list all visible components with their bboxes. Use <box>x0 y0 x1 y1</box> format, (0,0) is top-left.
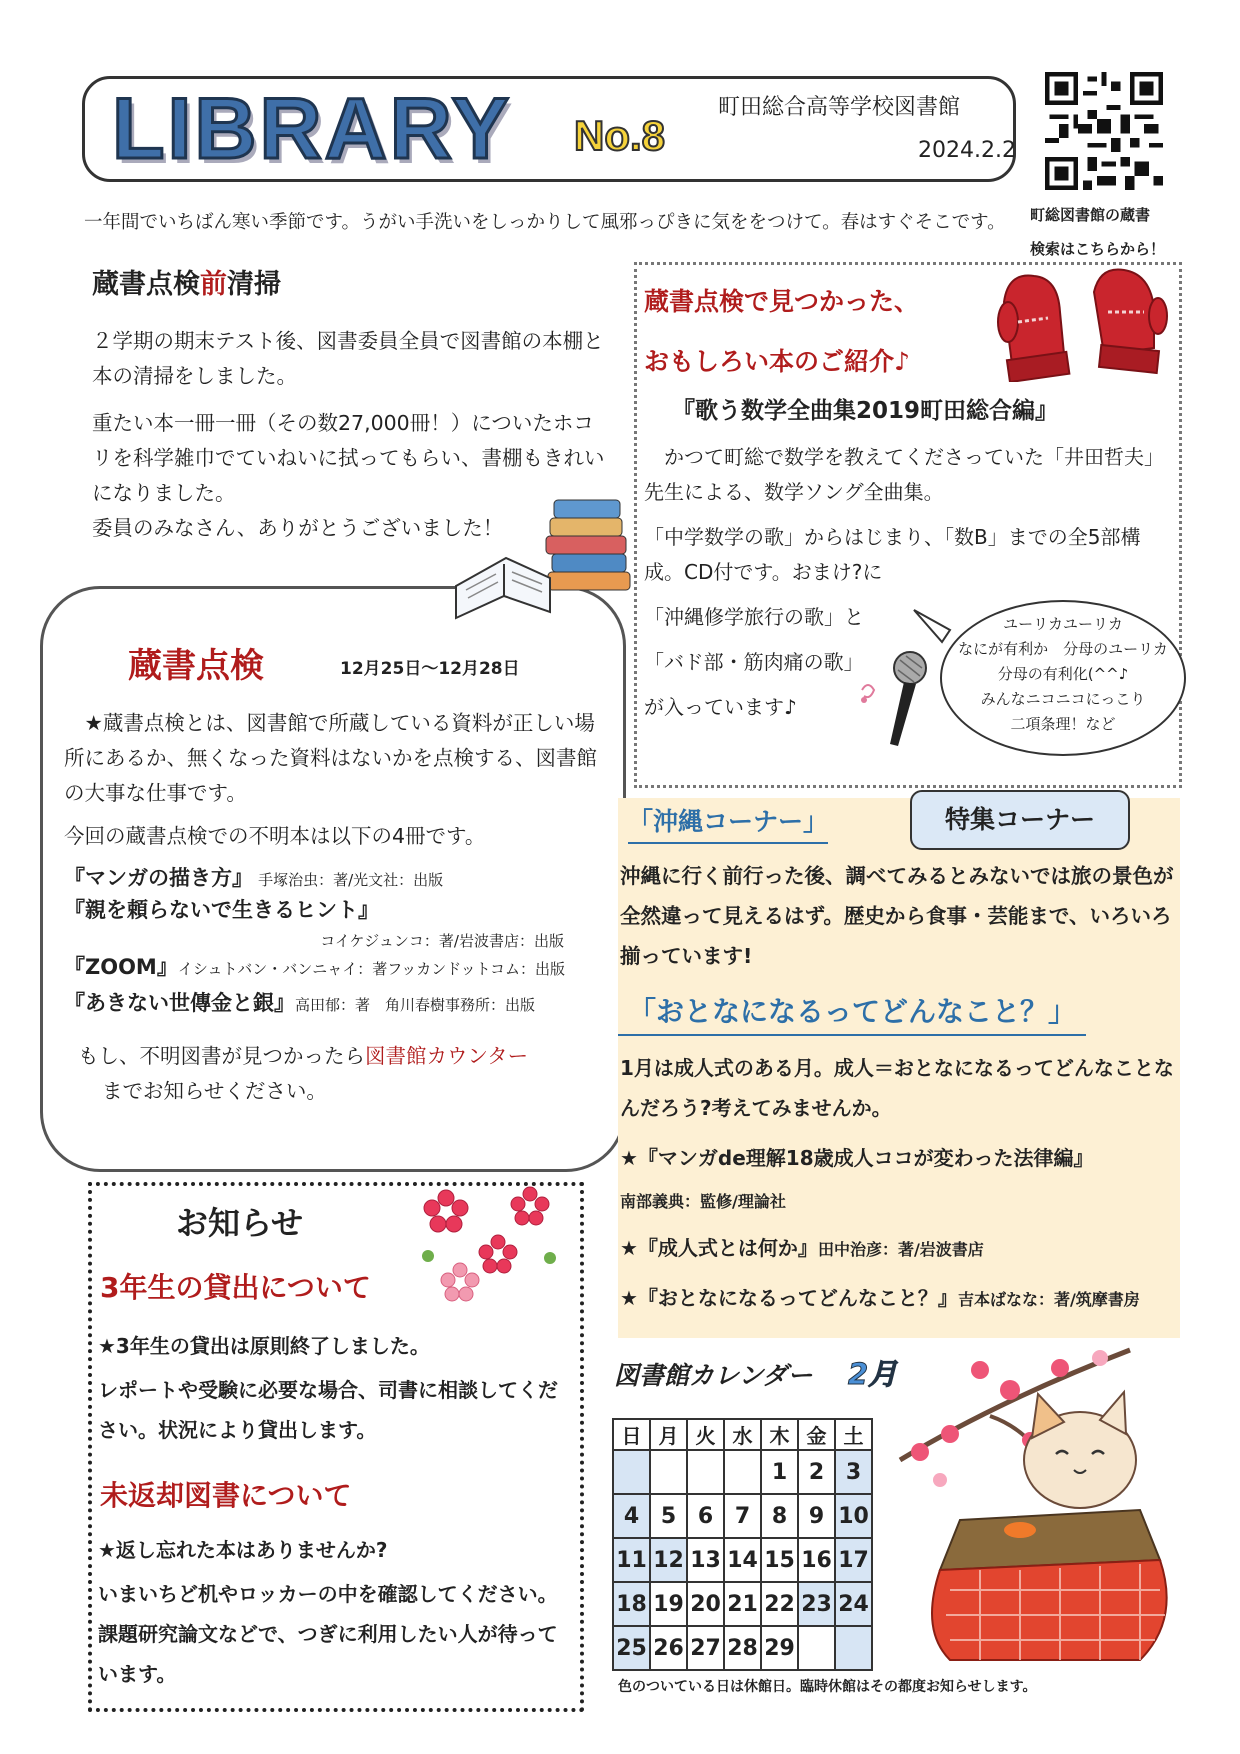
otona-body: 1月は成人式のある月。成人＝おとなになるってどんなことなんだろう?考えてみませんか。 ★『マンガde理解18歳成人ココが変わった法律編』 南部義典：監修/理論社 ★『成人式とは何か』田中治彦：著/岩波書店 ★『おとなになるってどんなこと？』吉本ばなな：著/筑摩書房 <box>620 1048 1180 1320</box>
otona-book: ★『おとなになるってどんなこと？』吉本ばなな：著/筑摩書房 <box>620 1286 1140 1310</box>
calendar-weekday-row <box>613 1419 872 1450</box>
intro-text: 一年間でいちばん寒い季節です。うがい手洗いをしっかりして風邪っぴきに気ををつけて。春はすぐそこです。 <box>84 212 1006 233</box>
featured-book-title: 『歌う数学全曲集2019町田総合編』 <box>672 398 1059 424</box>
song-lyrics-bubble: ユーリカユーリカ なにが有利か 分母のユーリカ 分母の有利化(^^♪ みんなニコニコにっこり 二項条理！など <box>940 600 1186 756</box>
weekday-cell: 土 <box>835 1419 872 1450</box>
day-cell: 22 <box>761 1582 798 1626</box>
school-name: 町田総合高等学校図書館 <box>718 95 961 120</box>
calendar-table <box>612 1418 873 1671</box>
issue-date: 2024.2.2 <box>918 138 1016 163</box>
feature-corner-tag: 特集コーナー <box>910 790 1130 850</box>
cleaning-heading: 蔵書点検前清掃 <box>92 269 281 300</box>
missing-book: 『あきない世傳金と銀』高田郁：著 角川春樹事務所：出版 <box>64 991 536 1015</box>
day-cell: 4 <box>613 1494 650 1538</box>
otona-book: ★『マンガde理解18歳成人ココが変わった法律編』 <box>620 1146 1094 1170</box>
weekday-cell: 日 <box>613 1419 650 1450</box>
inventory-p1: ★蔵書点検とは、図書館で所蔵している資料が正しい場所にあるか、無くなった資料はないかを点検する、図書館の大事な仕事です。 <box>64 711 597 805</box>
day-cell: 29 <box>761 1626 798 1670</box>
weekday-cell: 火 <box>687 1419 724 1450</box>
day-cell: 14 <box>724 1538 761 1582</box>
inventory-title: 蔵書点検 <box>128 646 264 686</box>
notice-title: お知らせ <box>176 1204 304 1242</box>
day-cell: 17 <box>835 1538 872 1582</box>
cleaning-p2: 重たい本一冊一冊（その数27,000冊！）についたホコリを科学雑巾でていねいに拭ってもらい、書棚もきれいになりました。 <box>92 411 605 505</box>
day-cell: 3 <box>835 1450 872 1494</box>
day-cell: 9 <box>798 1494 835 1538</box>
day-cell: 21 <box>724 1582 761 1626</box>
day-cell: 8 <box>761 1494 798 1538</box>
notice-overdue-body: ★返し忘れた本はありませんか? いまいちど机やロッカーの中を確認してください。課題研究論文などで、つぎに利用したい人が待っています。 <box>98 1538 558 1686</box>
qr-caption-2: 検索はこちらから！ <box>1030 240 1166 258</box>
otona-book: ★『成人式とは何か』田中治彦：著/岩波書店 <box>620 1236 984 1260</box>
otona-book-info: 南部義典：監修/理論社 <box>620 1192 786 1211</box>
cleaning-p1: ２学期の期末テスト後、図書委員全員で図書館の本棚と本の清掃をしました。 <box>92 329 604 388</box>
day-cell <box>613 1450 650 1494</box>
day-cell <box>835 1626 872 1670</box>
day-cell: 23 <box>798 1582 835 1626</box>
day-cell: 28 <box>724 1626 761 1670</box>
day-cell: 19 <box>650 1582 687 1626</box>
day-cell: 20 <box>687 1582 724 1626</box>
inventory-closing: もし、不明図書が見つかったら図書館カウンター <box>78 1044 529 1068</box>
weekday-cell: 月 <box>650 1419 687 1450</box>
day-cell: 6 <box>687 1494 724 1538</box>
weekday-cell: 水 <box>724 1419 761 1450</box>
inventory-closing-2: までお知らせください。 <box>102 1079 327 1103</box>
day-cell: 10 <box>835 1494 872 1538</box>
qr-caption-1: 町総図書館の蔵書 <box>1030 206 1151 224</box>
day-cell: 16 <box>798 1538 835 1582</box>
day-cell: 5 <box>650 1494 687 1538</box>
missing-book: 『親を頼らないで生きるヒント』 コイケジュンコ：著/岩波書店：出版 <box>64 898 564 950</box>
plum-blossom-icon <box>420 1186 570 1316</box>
books-stack-icon <box>446 494 636 624</box>
weekday-cell: 金 <box>798 1419 835 1450</box>
calendar-note: 色のついている日は休館日。臨時休館はその都度お知らせします。 <box>618 1679 1037 1695</box>
calendar-month: 2月 <box>848 1357 898 1391</box>
library-logo: LIBRARY <box>112 81 513 177</box>
qr-code-icon[interactable] <box>1045 72 1163 190</box>
calendar-week-row <box>613 1494 872 1538</box>
inventory-dates: 12月25日～12月28日 <box>340 659 520 679</box>
day-cell <box>724 1450 761 1494</box>
day-cell <box>798 1626 835 1670</box>
missing-book: 『マンガの描き方』 手塚治虫：著/光文社：出版 <box>64 866 444 890</box>
calendar-week-row <box>613 1582 872 1626</box>
cat-kotatsu-illustration <box>880 1330 1180 1670</box>
otona-corner-title: 「おとなになるってどんなこと？」 <box>618 990 1086 1036</box>
calendar-week-row <box>613 1538 872 1582</box>
cleaning-p3: 委員のみなさん、ありがとうございました！ <box>92 516 504 540</box>
inventory-p2: 今回の蔵書点検での不明本は以下の4冊です。 <box>64 824 486 848</box>
day-cell: 1 <box>761 1450 798 1494</box>
issue-number: No.8 <box>574 112 666 159</box>
okinawa-body: 沖縄に行く前行った後、調べてみるとみないでは旅の景色が全然違って見えるはず。歴史から食事・芸能まで、いろいろ揃っています! <box>620 864 1174 968</box>
mittens-icon <box>994 262 1170 382</box>
notice-overdue-heading: 未返却図書について <box>100 1479 352 1512</box>
day-cell: 12 <box>650 1538 687 1582</box>
found-heading: 蔵書点検で見つかった、 おもしろい本のご紹介♪ <box>644 287 920 376</box>
weekday-cell: 木 <box>761 1419 798 1450</box>
okinawa-corner-title: 「沖縄コーナー」 <box>628 802 828 844</box>
inventory-body <box>64 706 604 1109</box>
day-cell <box>687 1450 724 1494</box>
calendar-title: 図書館カレンダー <box>614 1361 813 1390</box>
notice-seniors-heading: 3年生の貸出について <box>100 1271 371 1304</box>
day-cell: 2 <box>798 1450 835 1494</box>
found-body: かつて町総で数学を教えてくださっていた「井田哲夫」先生による、数学ソング全曲集。 「中学数学の歌」からはじまり、「数B」までの全5部構成。CD付です。おまけ?に 「沖縄修学旅行の歌」と 「バド部・筋肉痛の歌」 が入っています♪ <box>644 445 1164 719</box>
day-cell: 11 <box>613 1538 650 1582</box>
day-cell: 24 <box>835 1582 872 1626</box>
notice-seniors-body: ★3年生の貸出は原則終了しました。 レポートや受験に必要な場合、司書に相談してください。状況により貸出します。 <box>98 1334 558 1442</box>
day-cell: 27 <box>687 1626 724 1670</box>
day-cell: 7 <box>724 1494 761 1538</box>
day-cell: 26 <box>650 1626 687 1670</box>
day-cell: 18 <box>613 1582 650 1626</box>
missing-book: 『ZOOM』イシュトバン・バンニャイ：著フッカンドットコム：出版 <box>64 955 565 979</box>
calendar-week-row <box>613 1450 872 1494</box>
calendar-week-row <box>613 1626 872 1670</box>
day-cell <box>650 1450 687 1494</box>
day-cell: 25 <box>613 1626 650 1670</box>
day-cell: 15 <box>761 1538 798 1582</box>
day-cell: 13 <box>687 1538 724 1582</box>
